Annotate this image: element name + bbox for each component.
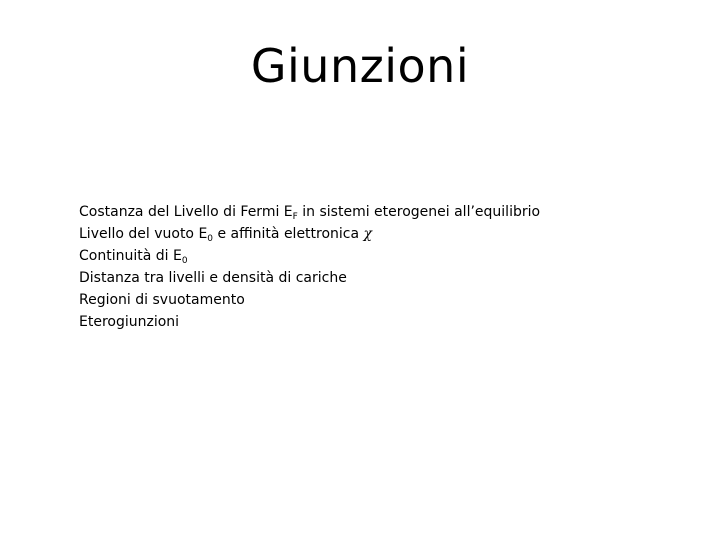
list-item-distance: Distanza tra livelli e densità di cariche	[79, 270, 347, 286]
list-item-depletion: Regioni di svuotamento	[79, 292, 245, 308]
list-item-continuity	[79, 245, 540, 267]
subscript: F	[292, 212, 298, 222]
slide-title: Giunzioni	[250, 39, 470, 93]
list-item-text: e affinità elettronica	[213, 226, 364, 242]
list-item-text: Costanza del Livello di Fermi E	[79, 204, 293, 220]
bullet-list	[79, 201, 540, 333]
list-item-heterojunctions: Eterogiunzioni	[79, 314, 180, 330]
list-item-text: in sistemi eterogenei all’equilibrio	[297, 204, 541, 220]
chi-symbol: χ	[363, 226, 373, 242]
subscript: 0	[181, 256, 188, 266]
list-item-vacuum-level	[79, 223, 540, 245]
subscript: 0	[207, 234, 214, 244]
list-item-text: Livello del vuoto E	[79, 226, 208, 242]
list-item-fermi-level	[79, 201, 540, 223]
list-item-text: Continuità di E	[79, 248, 182, 264]
